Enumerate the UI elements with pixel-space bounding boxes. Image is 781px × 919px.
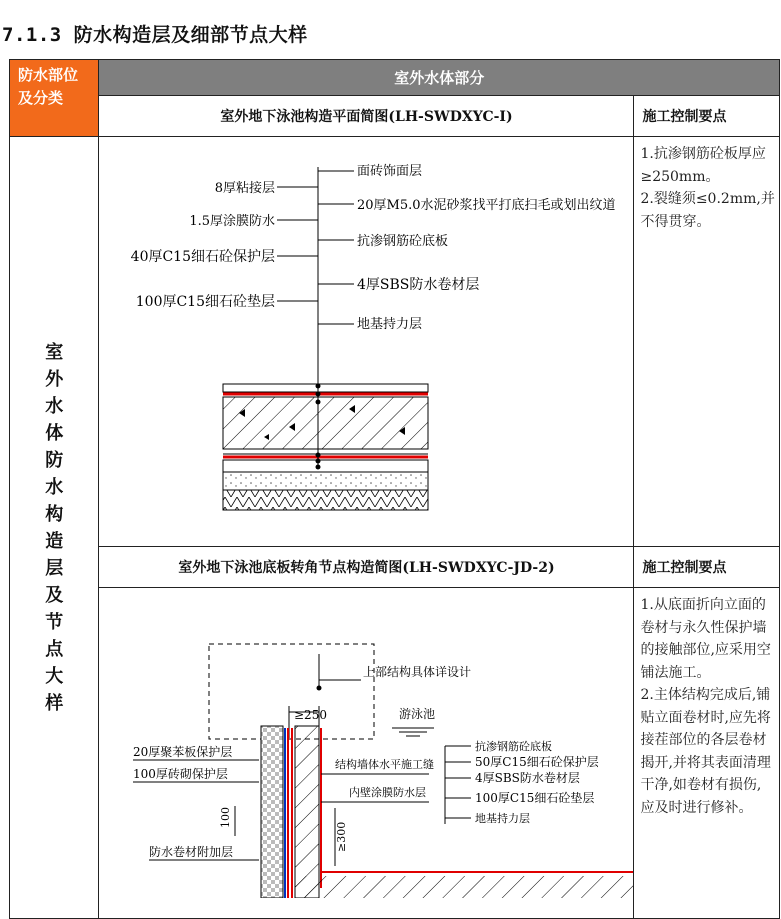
node-dim-300: ≥300 <box>335 821 349 852</box>
node-dim-100: 100 <box>219 807 233 828</box>
plan-label-protect: 40厚C15细石砼保护层 <box>131 249 276 265</box>
row2-note-1: 1.从底面折向立面的卷材与永久性保护墙的接触部位,应采用空铺法施工。 <box>640 597 771 681</box>
row1-note-2: 2.裂缝须≤0.2mm,并不得贯穿。 <box>640 191 775 230</box>
part-header: 室外水体部分 <box>99 60 780 96</box>
row1-control-header: 施工控制要点 <box>634 96 780 137</box>
category-char: 大 <box>45 665 64 687</box>
node-label-pool: 游泳池 <box>399 707 436 721</box>
category-char: 构 <box>45 503 64 525</box>
pool-plan-svg <box>99 137 633 542</box>
category-char: 水 <box>45 476 64 498</box>
plan-label-ground: 地基持力层 <box>357 317 423 332</box>
category-label <box>10 137 99 919</box>
row1-note-1: 1.抗渗钢筋砼板厚应≥250mm。 <box>640 146 766 185</box>
waterproof-table <box>9 59 780 919</box>
category-header-line1: 防水部位 <box>18 66 79 84</box>
node-label-slab: 抗渗钢筋砼底板 <box>475 740 553 753</box>
pool-plan-diagram <box>99 137 634 547</box>
plan-label-coating: 1.5厚涂膜防水 <box>189 214 276 229</box>
category-char: 造 <box>45 530 64 552</box>
node-label-inner: 内壁涂膜防水层 <box>349 786 427 799</box>
node-dim-250: ≥250 <box>294 708 328 722</box>
category-char: 及 <box>45 584 64 606</box>
row2-control-header: 施工控制要点 <box>634 547 780 588</box>
row1-title: 室外地下泳池构造平面简图(LH-SWDXYC-Ⅰ) <box>99 96 634 137</box>
node-label-protect: 50厚C15细石砼保护层 <box>475 755 600 769</box>
node-label-brick: 100厚砖砌保护层 <box>133 767 229 781</box>
row1-notes <box>634 137 780 547</box>
section-number: 7.1.3 <box>2 24 62 46</box>
category-char: 防 <box>45 449 64 471</box>
category-char: 水 <box>45 395 64 417</box>
corner-node-svg <box>99 588 633 898</box>
node-label-polystyrene: 20厚聚苯板保护层 <box>133 745 233 759</box>
category-char: 体 <box>45 422 64 444</box>
category-char: 节 <box>45 611 64 633</box>
plan-label-cushion: 100厚C15细石砼垫层 <box>136 294 276 310</box>
category-char: 点 <box>45 638 64 660</box>
plan-label-sbs: 4厚SBS防水卷材层 <box>357 277 480 293</box>
node-label-ground: 地基持力层 <box>475 812 531 825</box>
plan-label-bond: 8厚粘接层 <box>215 181 276 196</box>
category-header <box>10 60 99 137</box>
category-char: 层 <box>45 557 64 579</box>
plan-label-tile: 面砖饰面层 <box>357 164 423 179</box>
section-heading: 防水构造层及细部节点大样 <box>73 24 308 46</box>
corner-node-diagram <box>99 588 634 919</box>
row2-note-2: 2.主体结构完成后,铺贴立面卷材时,应先将接茬部位的各层卷材揭开,并将其表面清理干净,如卷材有损伤,应及时进行修补。 <box>640 687 771 816</box>
row2-title: 室外地下泳池底板转角节点构造简图(LH-SWDXYC-JD-2) <box>99 547 634 588</box>
row2-notes <box>634 588 780 919</box>
node-label-top: 上部结构具体详设计 <box>363 665 472 679</box>
node-label-cushion: 100厚C15细石砼垫层 <box>475 791 595 805</box>
node-label-sbs: 4厚SBS防水卷材层 <box>475 771 581 785</box>
category-header-line2: 及分类 <box>18 89 64 107</box>
plan-label-mortar: 20厚M5.0水泥砂浆找平打底扫毛或划出纹道 <box>357 198 616 213</box>
node-label-extra: 防水卷材附加层 <box>149 845 234 859</box>
category-char: 室 <box>45 341 64 363</box>
category-char: 外 <box>45 368 64 390</box>
plan-label-slab: 抗渗钢筋砼底板 <box>357 234 449 249</box>
node-label-joint: 结构墙体水平施工缝 <box>335 758 435 771</box>
section-title <box>2 20 308 47</box>
category-char: 样 <box>45 692 64 714</box>
